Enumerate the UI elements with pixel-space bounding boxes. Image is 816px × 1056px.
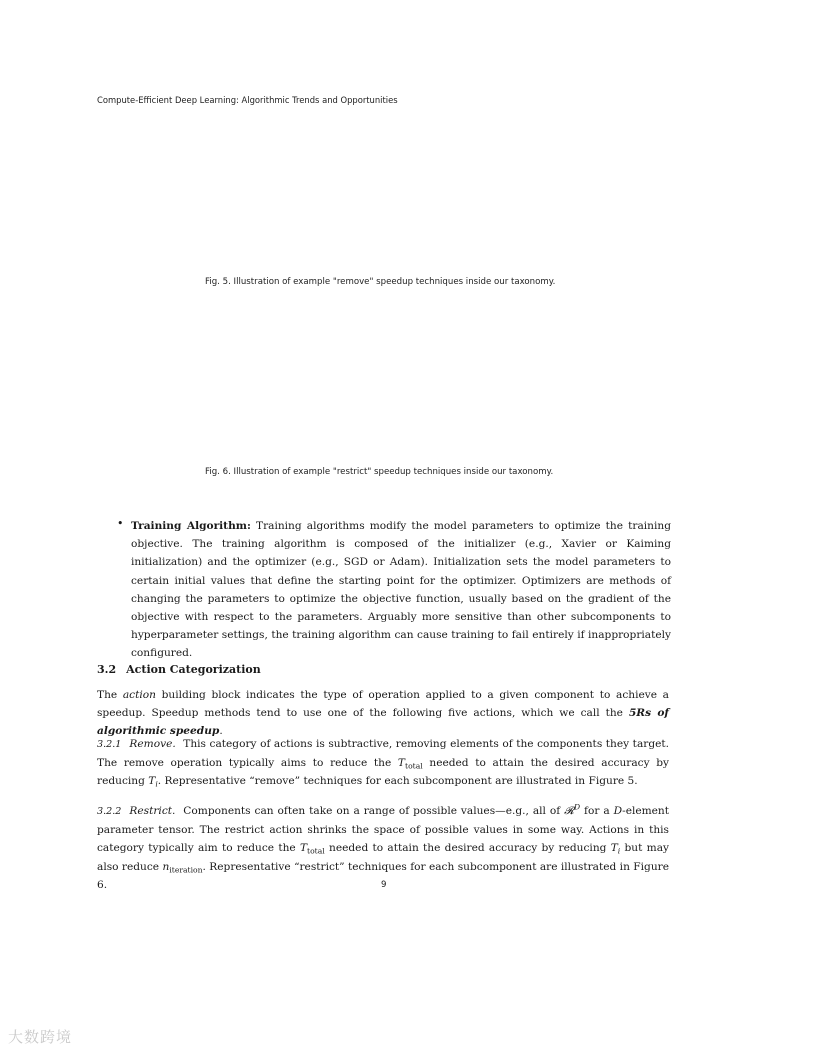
section-number: 3.2 <box>97 663 117 676</box>
subsection-restrict: 3.2.2 Restrict. Components can often take on a range of possible values—e.g., all of 𝓡$^D$ for a D-element parameter tensor. The restrict action shrinks the space of possible values in some way. Actions in this category typically aim to reduce the $T_{total}$ needed to attain the desired accuracy by reducing $T_i$ but may also reduce $n_{iteration}$. Representative “restrict” techniques for each subcomponent are illustrated in Figure 6. <box>97 802 670 891</box>
figure-5-caption: Fig. 5. Illustration of example "remove" speedup techniques inside our taxonomy. <box>205 277 556 287</box>
subsection-number: 3.2.1 <box>97 739 122 750</box>
section-title: Action Categorization <box>126 663 261 676</box>
figure-6-caption: Fig. 6. Illustration of example "restrict" speedup techniques inside our taxonomy. <box>205 467 554 477</box>
page-number: 9 <box>381 880 387 890</box>
subsection-number: 3.2.2 <box>97 806 122 817</box>
bullet-text <box>131 517 671 663</box>
running-header: Compute-Efficient Deep Learning: Algorithmic Trends and Opportunities <box>97 95 398 105</box>
figure-6-area <box>97 300 669 460</box>
subsection-title: Restrict. <box>129 805 176 817</box>
bullet-term: Training Algorithm: <box>131 520 251 532</box>
bullet-body: Training algorithms modify the model parameters to optimize the training objective. The training algorithm is composed of the initializer (e.g., Xavier or Kaiming initialization) and the optimizer (e.g., SGD or Adam). Initialization sets the model parameters to certain initial values that define the starting point for the optimizer. Optimizers are methods of changing the parameters to optimize the objective function, usually based on the gradient of the objective with respect to the parameters. Arguably more sensitive than other subcomponents to hyperparameter settings, the training algorithm can cause training to fail entirely if inappropriately configured. <box>131 520 671 660</box>
figure-5-area <box>97 120 669 275</box>
intro-paragraph: The action building block indicates the type of operation applied to a given component to achieve a speedup. Speedup methods tend to use one of the following five actions, which we call the 5Rs of algorithmic speedup. <box>97 689 669 738</box>
subsection-title: Remove. <box>129 738 176 750</box>
bullet-icon: • <box>117 517 124 530</box>
section-heading <box>97 663 261 676</box>
5rs-emphasis: 5Rs of algorithmic speedup <box>97 707 669 738</box>
subsection-remove: 3.2.1 Remove. This category of actions is subtractive, removing elements of the components they target. The remove operation typically aims to reduce the $T_{total}$ needed to attain the desired accuracy by reducing $T_i$. Representative “remove” techniques for each subcomponent are illustrated in Figure 5. <box>97 738 670 789</box>
watermark-logo: 大数跨境 <box>8 1028 73 1046</box>
